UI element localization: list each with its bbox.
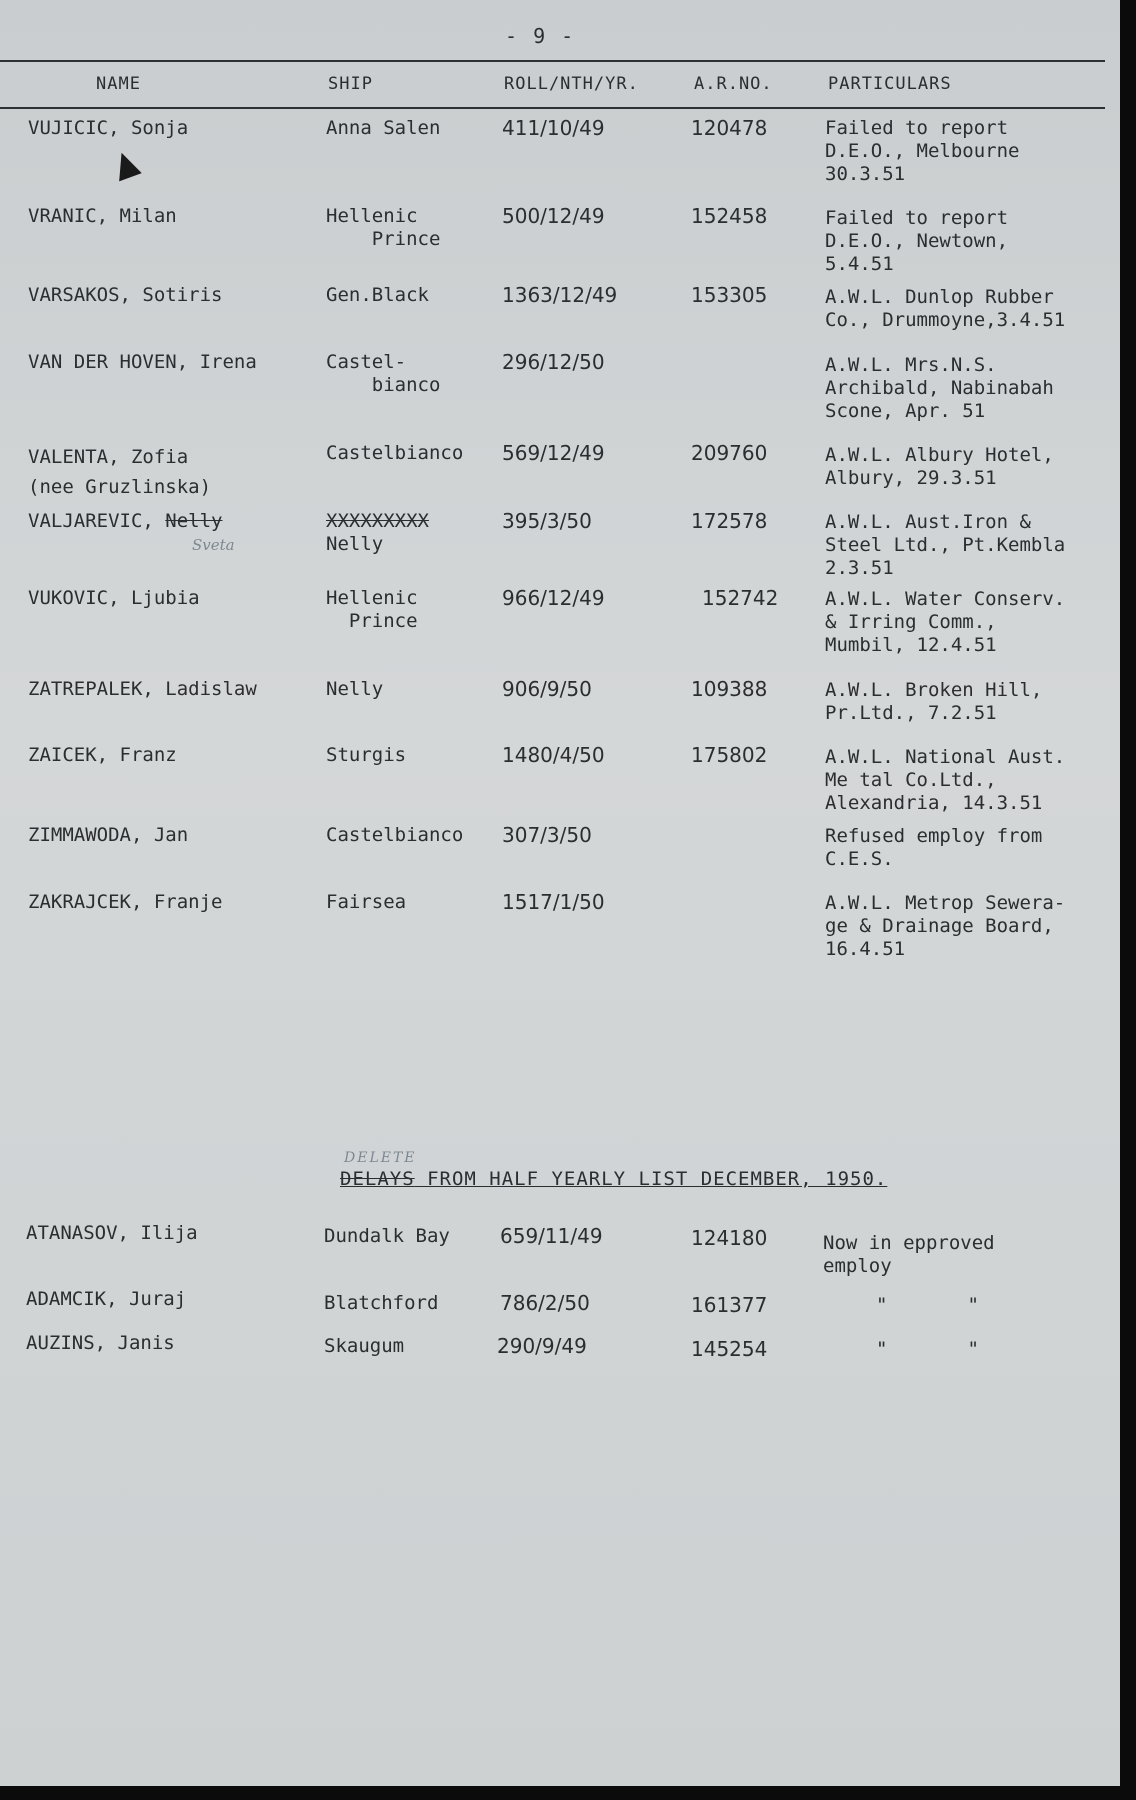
row-ar-no: 153305	[691, 283, 768, 307]
row-ar-no: 109388	[691, 677, 768, 701]
row-roll: 1517/1/50	[502, 890, 605, 914]
section-heading	[340, 1168, 887, 1190]
row-ship: Nelly	[326, 533, 384, 555]
section-row-ar-no: 124180	[691, 1226, 768, 1250]
row-ship: Castelbianco	[326, 824, 464, 846]
row-name	[28, 510, 222, 533]
section-row-particulars: " "	[876, 1338, 979, 1360]
row-ship: Castelbianco	[326, 442, 464, 464]
handwritten-delete-note: DELETE	[344, 1150, 417, 1166]
row-particulars: A.W.L. Water Conserv. & Irring Comm., Mumbil, 12.4.51	[825, 588, 1066, 656]
row-roll: 395/3/50	[502, 509, 592, 533]
row-roll: 500/12/49	[502, 204, 605, 228]
row-ship: Castel- bianco	[326, 351, 441, 396]
section-row-ship: Blatchford	[324, 1292, 439, 1314]
row-ship-struck: XXXXXXXXX	[326, 510, 429, 532]
column-header-roll: ROLL/NTH/YR.	[504, 74, 639, 94]
page-number: - 9 -	[505, 24, 576, 48]
row-particulars: A.W.L. National Aust. Me tal Co.Ltd., Alexandria, 14.3.51	[825, 746, 1066, 814]
header-bottom-rule	[0, 107, 1105, 109]
section-row-particulars: " "	[876, 1294, 979, 1316]
row-roll: 1480/4/50	[502, 743, 605, 767]
section-row-name: AUZINS, Janis	[26, 1332, 175, 1354]
row-roll: 411/10/49	[502, 116, 605, 140]
row-name: VRANIC, Milan	[28, 205, 177, 227]
row-roll: 966/12/49	[502, 586, 605, 610]
row-ship: Anna Salen	[326, 117, 441, 139]
section-row-ar-no: 145254	[691, 1337, 768, 1361]
row-name-struck: Nelly	[165, 510, 223, 532]
row-particulars: A.W.L. Aust.Iron & Steel Ltd., Pt.Kembla 2.3.51	[825, 511, 1066, 579]
row-ar-no: 152458	[691, 204, 768, 228]
row-particulars: A.W.L. Albury Hotel, Albury, 29.3.51	[825, 444, 1054, 489]
section-row-roll: 290/9/49	[497, 1334, 587, 1358]
section-row-ship: Skaugum	[324, 1335, 405, 1357]
section-row-ship: Dundalk Bay	[324, 1225, 450, 1247]
section-row-name: ADAMCIK, Juraj	[26, 1288, 187, 1310]
row-ship: Gen.Black	[326, 284, 429, 306]
section-row-roll: 659/11/49	[500, 1224, 603, 1248]
scan-edge	[1120, 0, 1136, 1800]
row-ar-no: 120478	[691, 116, 768, 140]
row-particulars: Failed to report D.E.O., Melbourne 30.3.51	[825, 117, 1020, 185]
column-header-particulars: PARTICULARS	[828, 74, 952, 94]
column-header-name: NAME	[96, 74, 141, 94]
row-particulars: A.W.L. Dunlop Rubber Co., Drummoyne,3.4.51	[825, 286, 1066, 331]
row-roll: 569/12/49	[502, 441, 605, 465]
row-name: VUKOVIC, Ljubia	[28, 587, 200, 609]
column-header-ship: SHIP	[328, 74, 373, 94]
row-roll: 296/12/50	[502, 350, 605, 374]
column-header-ar-no: A.R.NO.	[694, 74, 773, 94]
row-particulars: A.W.L. Broken Hill, Pr.Ltd., 7.2.51	[825, 679, 1043, 724]
section-heading-text: FROM HALF YEARLY LIST DECEMBER, 1950.	[414, 1168, 888, 1190]
row-name: VAN DER HOVEN, Irena	[28, 351, 257, 373]
row-roll: 906/9/50	[502, 677, 592, 701]
row-name: VARSAKOS, Sotiris	[28, 284, 223, 306]
section-row-name: ATANASOV, Ilija	[26, 1222, 198, 1244]
row-ar-no: 175802	[691, 743, 768, 767]
row-name: VUJICIC, Sonja	[28, 117, 189, 139]
section-row-ar-no: 161377	[691, 1293, 768, 1317]
row-ship: Hellenic Prince	[326, 587, 418, 632]
row-ar-no: 209760	[691, 441, 768, 465]
row-name: ZIMMAWODA, Jan	[28, 824, 189, 846]
pointer-mark-icon	[110, 149, 141, 182]
row-name: VALENTA, Zofia (nee Gruzlinska)	[28, 446, 212, 498]
row-roll: 307/3/50	[502, 823, 592, 847]
row-name: ZAICEK, Franz	[28, 744, 177, 766]
section-row-roll: 786/2/50	[500, 1291, 590, 1315]
row-particulars: Failed to report D.E.O., Newtown, 5.4.51	[825, 207, 1009, 275]
row-name-text: VALJAREVIC,	[28, 510, 166, 532]
row-ship: Sturgis	[326, 744, 407, 766]
row-name: ZATREPALEK, Ladislaw	[28, 678, 257, 700]
header-top-rule	[0, 60, 1105, 62]
row-particulars: A.W.L. Mrs.N.S. Archibald, Nabinabah Scone, Apr. 51	[825, 354, 1054, 422]
row-ar-no: 172578	[691, 509, 768, 533]
row-particulars: A.W.L. Metrop Sewera- ge & Drainage Board, 16.4.51	[825, 892, 1066, 960]
row-name: ZAKRAJCEK, Franje	[28, 891, 223, 913]
row-ship: Hellenic Prince	[326, 205, 441, 250]
row-ar-no: 152742	[702, 586, 779, 610]
row-ship: Nelly	[326, 678, 384, 700]
section-row-particulars: Now in epproved employ	[823, 1232, 995, 1277]
row-roll: 1363/12/49	[502, 283, 618, 307]
row-ship: Fairsea	[326, 891, 407, 913]
row-particulars: Refused employ from C.E.S.	[825, 825, 1043, 870]
section-heading-struck: DELAYS	[340, 1168, 415, 1190]
handwritten-correction: Sveta	[192, 536, 235, 554]
